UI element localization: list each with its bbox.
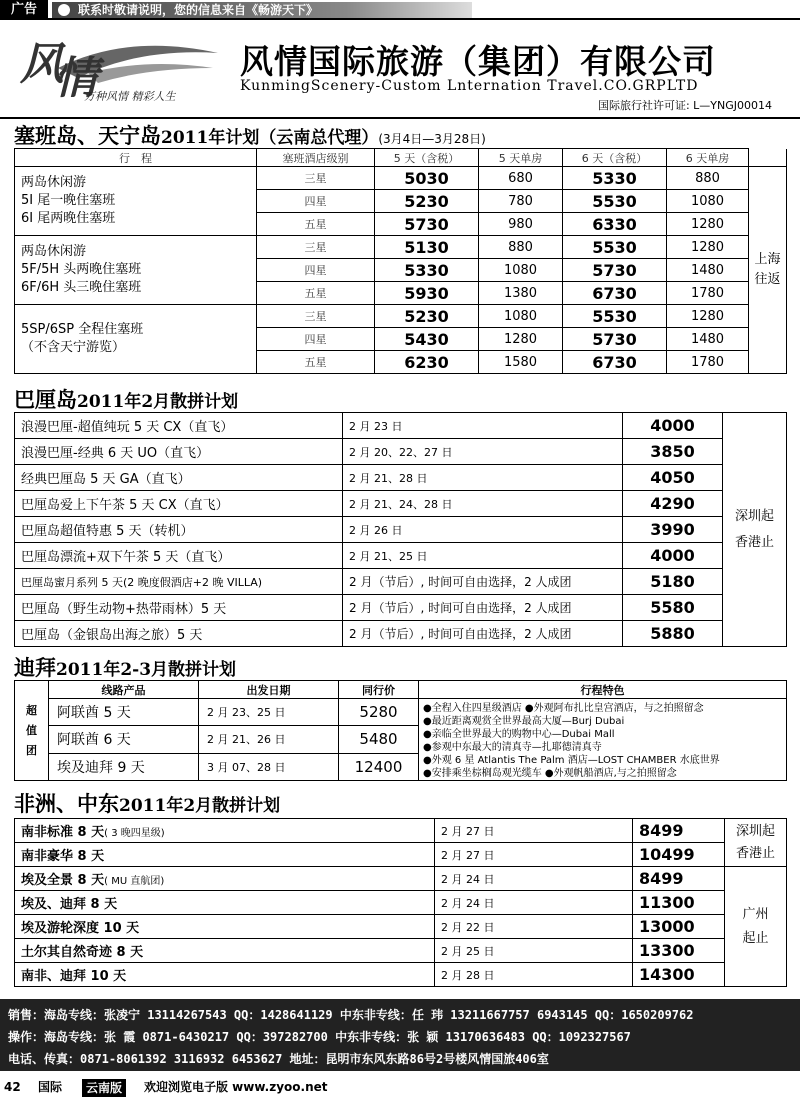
departure-side-cell: 深圳起 香港止: [723, 413, 787, 647]
sales-contacts: 销售：海岛专线：张凌宁 13114267543 QQ：1428641129 中东非专线：任 玮 13211667757 6943145 QQ：1650209762: [8, 1008, 694, 1022]
section-title-africa: [14, 788, 280, 818]
address-line: 电话、传真：0871-8061392 3116932 6453627 地址：昆明市东风东路86号2号楼风情国旅406室: [8, 1052, 549, 1066]
departure-side-cell: 深圳起 香港止: [725, 819, 787, 867]
logo-char-1: 风: [20, 39, 64, 90]
company-logo: [18, 28, 228, 104]
title-main: 塞班岛、天宁岛: [14, 124, 161, 148]
table-row: 南非、迪拜 10 天 2 月 28 日 14300: [15, 963, 787, 987]
table-header-row: [15, 149, 787, 167]
table-row: 巴厘岛蜜月系列 5 天(2 晚度假酒店+2 晚 VILLA) 2 月（节后）, 时间可自由选择，2 人成团 5180: [15, 569, 787, 595]
company-name-en: KunmingScenery-Custom Lnternation Travel.CO.GRPLTD: [240, 78, 699, 94]
table-row: 南非标准 8 天( 3 晚四星级) 2 月 27 日 8499 深圳起 香港止: [15, 819, 787, 843]
section-label: 国际: [38, 1080, 63, 1094]
header-cell: 塞班酒店级别: [257, 149, 375, 167]
operation-contacts: 操作：海岛专线：张 霞 0871-6430217 QQ：397282700 中东非专线：张 颖 13170636483 QQ：1092327567: [8, 1030, 631, 1044]
table-row: 巴厘岛爱上下午茶 5 天 CX（直飞） 2 月 21、24、28 日 4290: [15, 491, 787, 517]
table-row: 两岛休闲游 5I 尾一晚住塞班 6I 尾两晚住塞班 三星 5030 680 5330 880 上海 往返: [15, 167, 787, 190]
title-sub: 2011年2月散拼计划: [119, 796, 281, 816]
page-footer: [0, 1074, 800, 1100]
logo-slogan: 万种风情 精彩人生: [84, 90, 176, 103]
table-row: 阿联酋 5 天 2 月 23、25 日 5280 ●全程入住四星级酒店 ●外观阿布扎比皇宫酒店，与之拍照留念 ●最近距离观赏全世界最高大厦—Burj Dubai ●亲临全世界最大的购物中心—Dubai Mall ●参观中东最大的清真寺—扎耶德清真寺 ●外观 6 星 Atlantis The Palm 酒店—LOST CHAMBER 水底世界 ●安排乘坐棕榈岛观光缆车 ●外观帆船酒店,与之拍照留念: [15, 699, 787, 726]
dubai-price-table: [14, 680, 787, 781]
table-row: 五星 5930 1380 6730 1780: [15, 282, 787, 305]
logo-char-2: 情: [54, 53, 98, 104]
title-main: 非洲、中东: [14, 792, 119, 816]
title-sub: 2011年2月散拼计划: [77, 392, 239, 412]
departure-side-cell: 广州 起止: [725, 867, 787, 987]
header-cell: 6 天（含税）: [563, 149, 667, 167]
section-title-bali: [14, 384, 238, 414]
sun-icon: [58, 4, 70, 16]
title-main: 巴厘岛: [14, 388, 77, 412]
table-row: 埃及迪拜 9 天 3 月 07、28 日 12400: [15, 753, 787, 780]
table-row: 巴厘岛（金银岛出海之旅）5 天 2 月（节后）, 时间可自由选择，2 人成团 5880: [15, 621, 787, 647]
header-cell: 5 天单房: [479, 149, 563, 167]
header-cell: 6 天单房: [667, 149, 749, 167]
table-row: 四星 5430 1280 5730 1480: [15, 328, 787, 351]
notice-strip: [52, 2, 472, 18]
table-row: 埃及、迪拜 8 天 2 月 24 日 11300: [15, 891, 787, 915]
table-row: 埃及游轮深度 10 天 2 月 22 日 13000: [15, 915, 787, 939]
side-cell-top: [749, 149, 787, 167]
route-cell: 两岛休闲游 5I 尾一晚住塞班 6I 尾两晚住塞班: [15, 167, 257, 236]
header-cell: 5 天（含税）: [375, 149, 479, 167]
edition-badge: 云南版: [82, 1079, 126, 1097]
title-main: 迪拜: [14, 656, 56, 680]
website-text[interactable]: 欢迎浏览电子版 www.zyoo.net: [144, 1080, 328, 1094]
table-row: 巴厘岛漂流+双下午茶 5 天（直飞） 2 月 21、25 日 4000: [15, 543, 787, 569]
table-row: 两岛休闲游 5F/5H 头两晚住塞班 6F/6H 头三晚住塞班 三星 5130 880 5530 1280: [15, 236, 787, 259]
table-header-row: 超值团 线路产品 出发日期 同行价 行程特色: [15, 681, 787, 699]
page-number: 42: [4, 1080, 21, 1094]
table-row: 阿联酋 6 天 2 月 21、26 日 5480: [15, 726, 787, 753]
table-row: 经典巴厘岛 5 天 GA（直飞） 2 月 21、28 日 4050: [15, 465, 787, 491]
section-title-saipan: [14, 120, 486, 150]
departure-side-cell: 上海 往返: [749, 167, 787, 374]
africa-price-table: [14, 818, 787, 987]
top-bar: [0, 0, 800, 20]
table-row: 四星 5230 780 5530 1080: [15, 190, 787, 213]
section-title-dubai: [14, 652, 236, 682]
header-divider: [0, 117, 800, 119]
itinerary-features: ●全程入住四星级酒店 ●外观阿布扎比皇宫酒店，与之拍照留念 ●最近距离观赏全世界最高大厦—Burj Dubai ●亲临全世界最大的购物中心—Dubai Mall ●参观中东最大的清真寺—扎耶德清真寺 ●外观 6 星 Atlantis The Palm 酒店—LOST CHAMBER 水底世界 ●安排乘坐棕榈岛观光缆车 ●外观帆船酒店,与之拍照留念: [419, 699, 787, 781]
company-name-cn: 风情国际旅游（集团）有限公司: [240, 42, 716, 81]
saipan-price-table: [14, 148, 787, 374]
route-cell: 两岛休闲游 5F/5H 头两晚住塞班 6F/6H 头三晚住塞班: [15, 236, 257, 305]
table-row: 埃及全景 8 天( MU 直航团) 2 月 24 日 8499 广州 起止: [15, 867, 787, 891]
route-cell: 5SP/6SP 全程住塞班 （不含天宁游览）: [15, 305, 257, 374]
bali-price-table: [14, 412, 787, 647]
table-row: 巴厘岛超值特惠 5 天（转机） 2 月 26 日 3990: [15, 517, 787, 543]
company-header: [0, 22, 800, 118]
ad-label: 广告: [0, 0, 48, 20]
table-row: 五星 6230 1580 6730 1780: [15, 351, 787, 374]
table-row: 南非豪华 8 天 2 月 27 日 10499: [15, 843, 787, 867]
value-group-cell: 超值团: [15, 681, 49, 781]
table-row: 浪漫巴厘-经典 6 天 UO（直飞） 2 月 20、22、27 日 3850: [15, 439, 787, 465]
table-row: 五星 5730 980 6330 1280: [15, 213, 787, 236]
table-row: 四星 5330 1080 5730 1480: [15, 259, 787, 282]
notice-text: 联系时敬请说明，您的信息来自《畅游天下》: [78, 3, 319, 17]
table-row: 巴厘岛（野生动物+热带雨林）5 天 2 月（节后）, 时间可自由选择，2 人成团 5580: [15, 595, 787, 621]
title-dates: (3月4日—3月28日): [378, 132, 486, 146]
table-row: 浪漫巴厘-超值纯玩 5 天 CX（直飞） 2 月 23 日 4000 深圳起 香港止: [15, 413, 787, 439]
header-cell: 行 程: [15, 149, 257, 167]
table-row: 5SP/6SP 全程住塞班 （不含天宁游览） 三星 5230 1080 5530 1280: [15, 305, 787, 328]
table-row: 土尔其自然奇迹 8 天 2 月 25 日 13300: [15, 939, 787, 963]
title-sub: 2011年计划（云南总代理）: [161, 128, 379, 148]
contact-footer: [0, 999, 800, 1071]
license-number: 国际旅行社许可证: L—YNGJ00014: [597, 99, 772, 112]
title-sub: 2011年2-3月散拼计划: [56, 660, 237, 680]
